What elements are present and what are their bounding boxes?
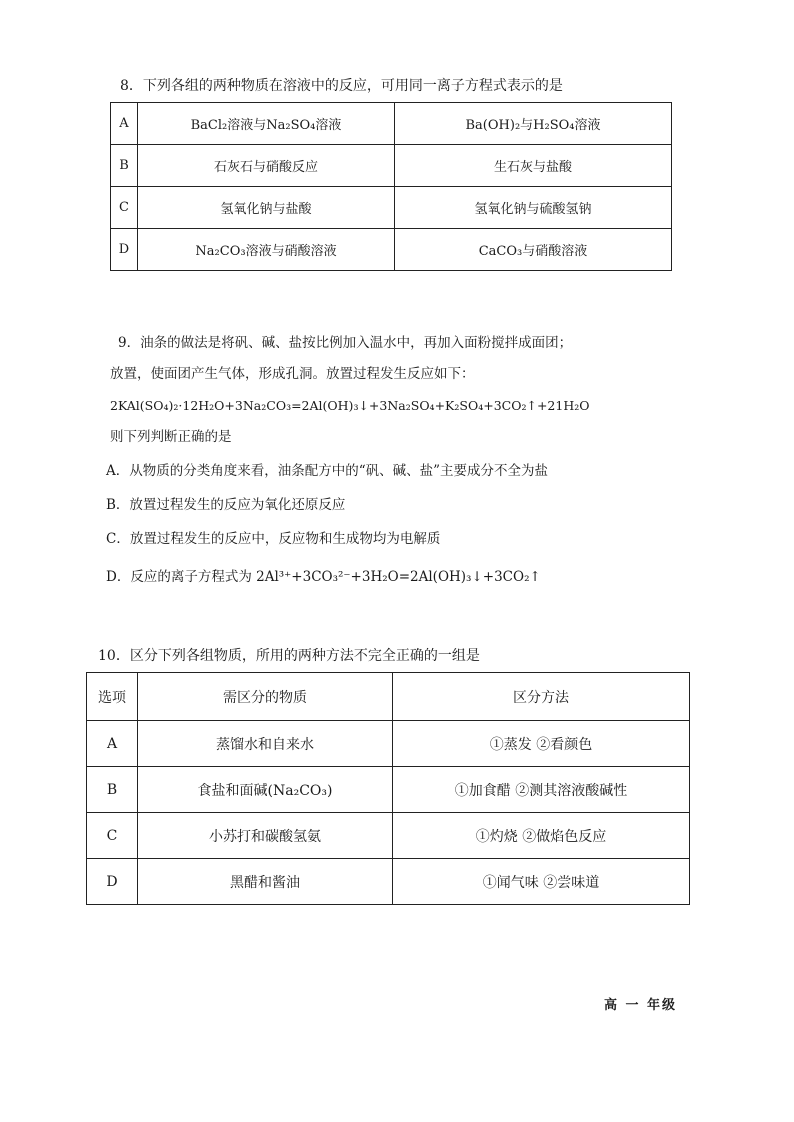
question-8-title: 8．下列各组的两种物质在溶液中的反应，可用同一离子方程式表示的是 xyxy=(120,78,563,94)
header-method: 区分方法 xyxy=(393,673,690,721)
right-cell: ①加食醋 ②测其溶液酸碱性 xyxy=(393,767,690,813)
question-9-equation: 2KAl(SO₄)₂·12H₂O+3Na₂CO₃=2Al(OH)₃↓+3Na₂SO₄+K₂SO₄+3CO₂↑+21H₂O xyxy=(110,398,590,413)
question-10-table xyxy=(86,672,690,905)
row-label: B xyxy=(111,145,138,187)
left-cell: 氢氧化钠与盐酸 xyxy=(138,187,395,229)
header-option: 选项 xyxy=(87,673,138,721)
header-substances: 需区分的物质 xyxy=(138,673,393,721)
left-cell: 石灰石与硝酸反应 xyxy=(138,145,395,187)
right-cell: ①闻气味 ②尝味道 xyxy=(393,859,690,905)
right-cell: Ba(OH)₂与H₂SO₄溶液 xyxy=(395,103,672,145)
row-label: B xyxy=(87,767,138,813)
question-9-option-b: B．放置过程发生的反应为氧化还原反应 xyxy=(106,497,346,513)
right-cell: 生石灰与盐酸 xyxy=(395,145,672,187)
row-label: D xyxy=(87,859,138,905)
left-cell: 黑醋和酱油 xyxy=(138,859,393,905)
table-row xyxy=(87,813,690,859)
footer-grade: 高 一 年级 xyxy=(604,998,678,1013)
left-cell: 小苏打和碳酸氢氨 xyxy=(138,813,393,859)
table-row xyxy=(111,145,672,187)
table-header-row xyxy=(87,673,690,721)
row-label: C xyxy=(111,187,138,229)
right-cell: CaCO₃与硝酸溶液 xyxy=(395,229,672,271)
right-cell: 氢氧化钠与硫酸氢钠 xyxy=(395,187,672,229)
question-8-table xyxy=(110,102,672,271)
table-row xyxy=(87,721,690,767)
table-row xyxy=(111,103,672,145)
table-row xyxy=(87,859,690,905)
left-cell: 食盐和面碱(Na₂CO₃) xyxy=(138,767,393,813)
question-9-option-a: A．从物质的分类角度来看，油条配方中的“矾、碱、盐”主要成分不全为盐 xyxy=(106,463,549,479)
right-cell: ①灼烧 ②做焰色反应 xyxy=(393,813,690,859)
left-cell: 蒸馏水和自来水 xyxy=(138,721,393,767)
row-label: C xyxy=(87,813,138,859)
row-label: A xyxy=(111,103,138,145)
question-9-option-c: C．放置过程发生的反应中，反应物和生成物均为电解质 xyxy=(106,531,441,547)
left-cell: BaCl₂溶液与Na₂SO₄溶液 xyxy=(138,103,395,145)
question-9-line-3: 则下列判断正确的是 xyxy=(110,429,232,445)
question-9-line-1: 9．油条的做法是将矾、碱、盐按比例加入温水中，再加入面粉搅拌成面团； xyxy=(118,335,573,351)
question-9-option-d: D．反应的离子方程式为 2Al³⁺+3CO₃²⁻+3H₂O=2Al(OH)₃↓+3CO₂↑ xyxy=(106,569,541,585)
left-cell: Na₂CO₃溶液与硝酸溶液 xyxy=(138,229,395,271)
question-10-title: 10．区分下列各组物质，所用的两种方法不完全正确的一组是 xyxy=(98,648,480,664)
row-label: A xyxy=(87,721,138,767)
table-row xyxy=(87,767,690,813)
row-label: D xyxy=(111,229,138,271)
table-row xyxy=(111,187,672,229)
question-9-line-2: 放置，使面团产生气体，形成孔洞。放置过程发生反应如下： xyxy=(110,366,475,382)
table-row xyxy=(111,229,672,271)
right-cell: ①蒸发 ②看颜色 xyxy=(393,721,690,767)
